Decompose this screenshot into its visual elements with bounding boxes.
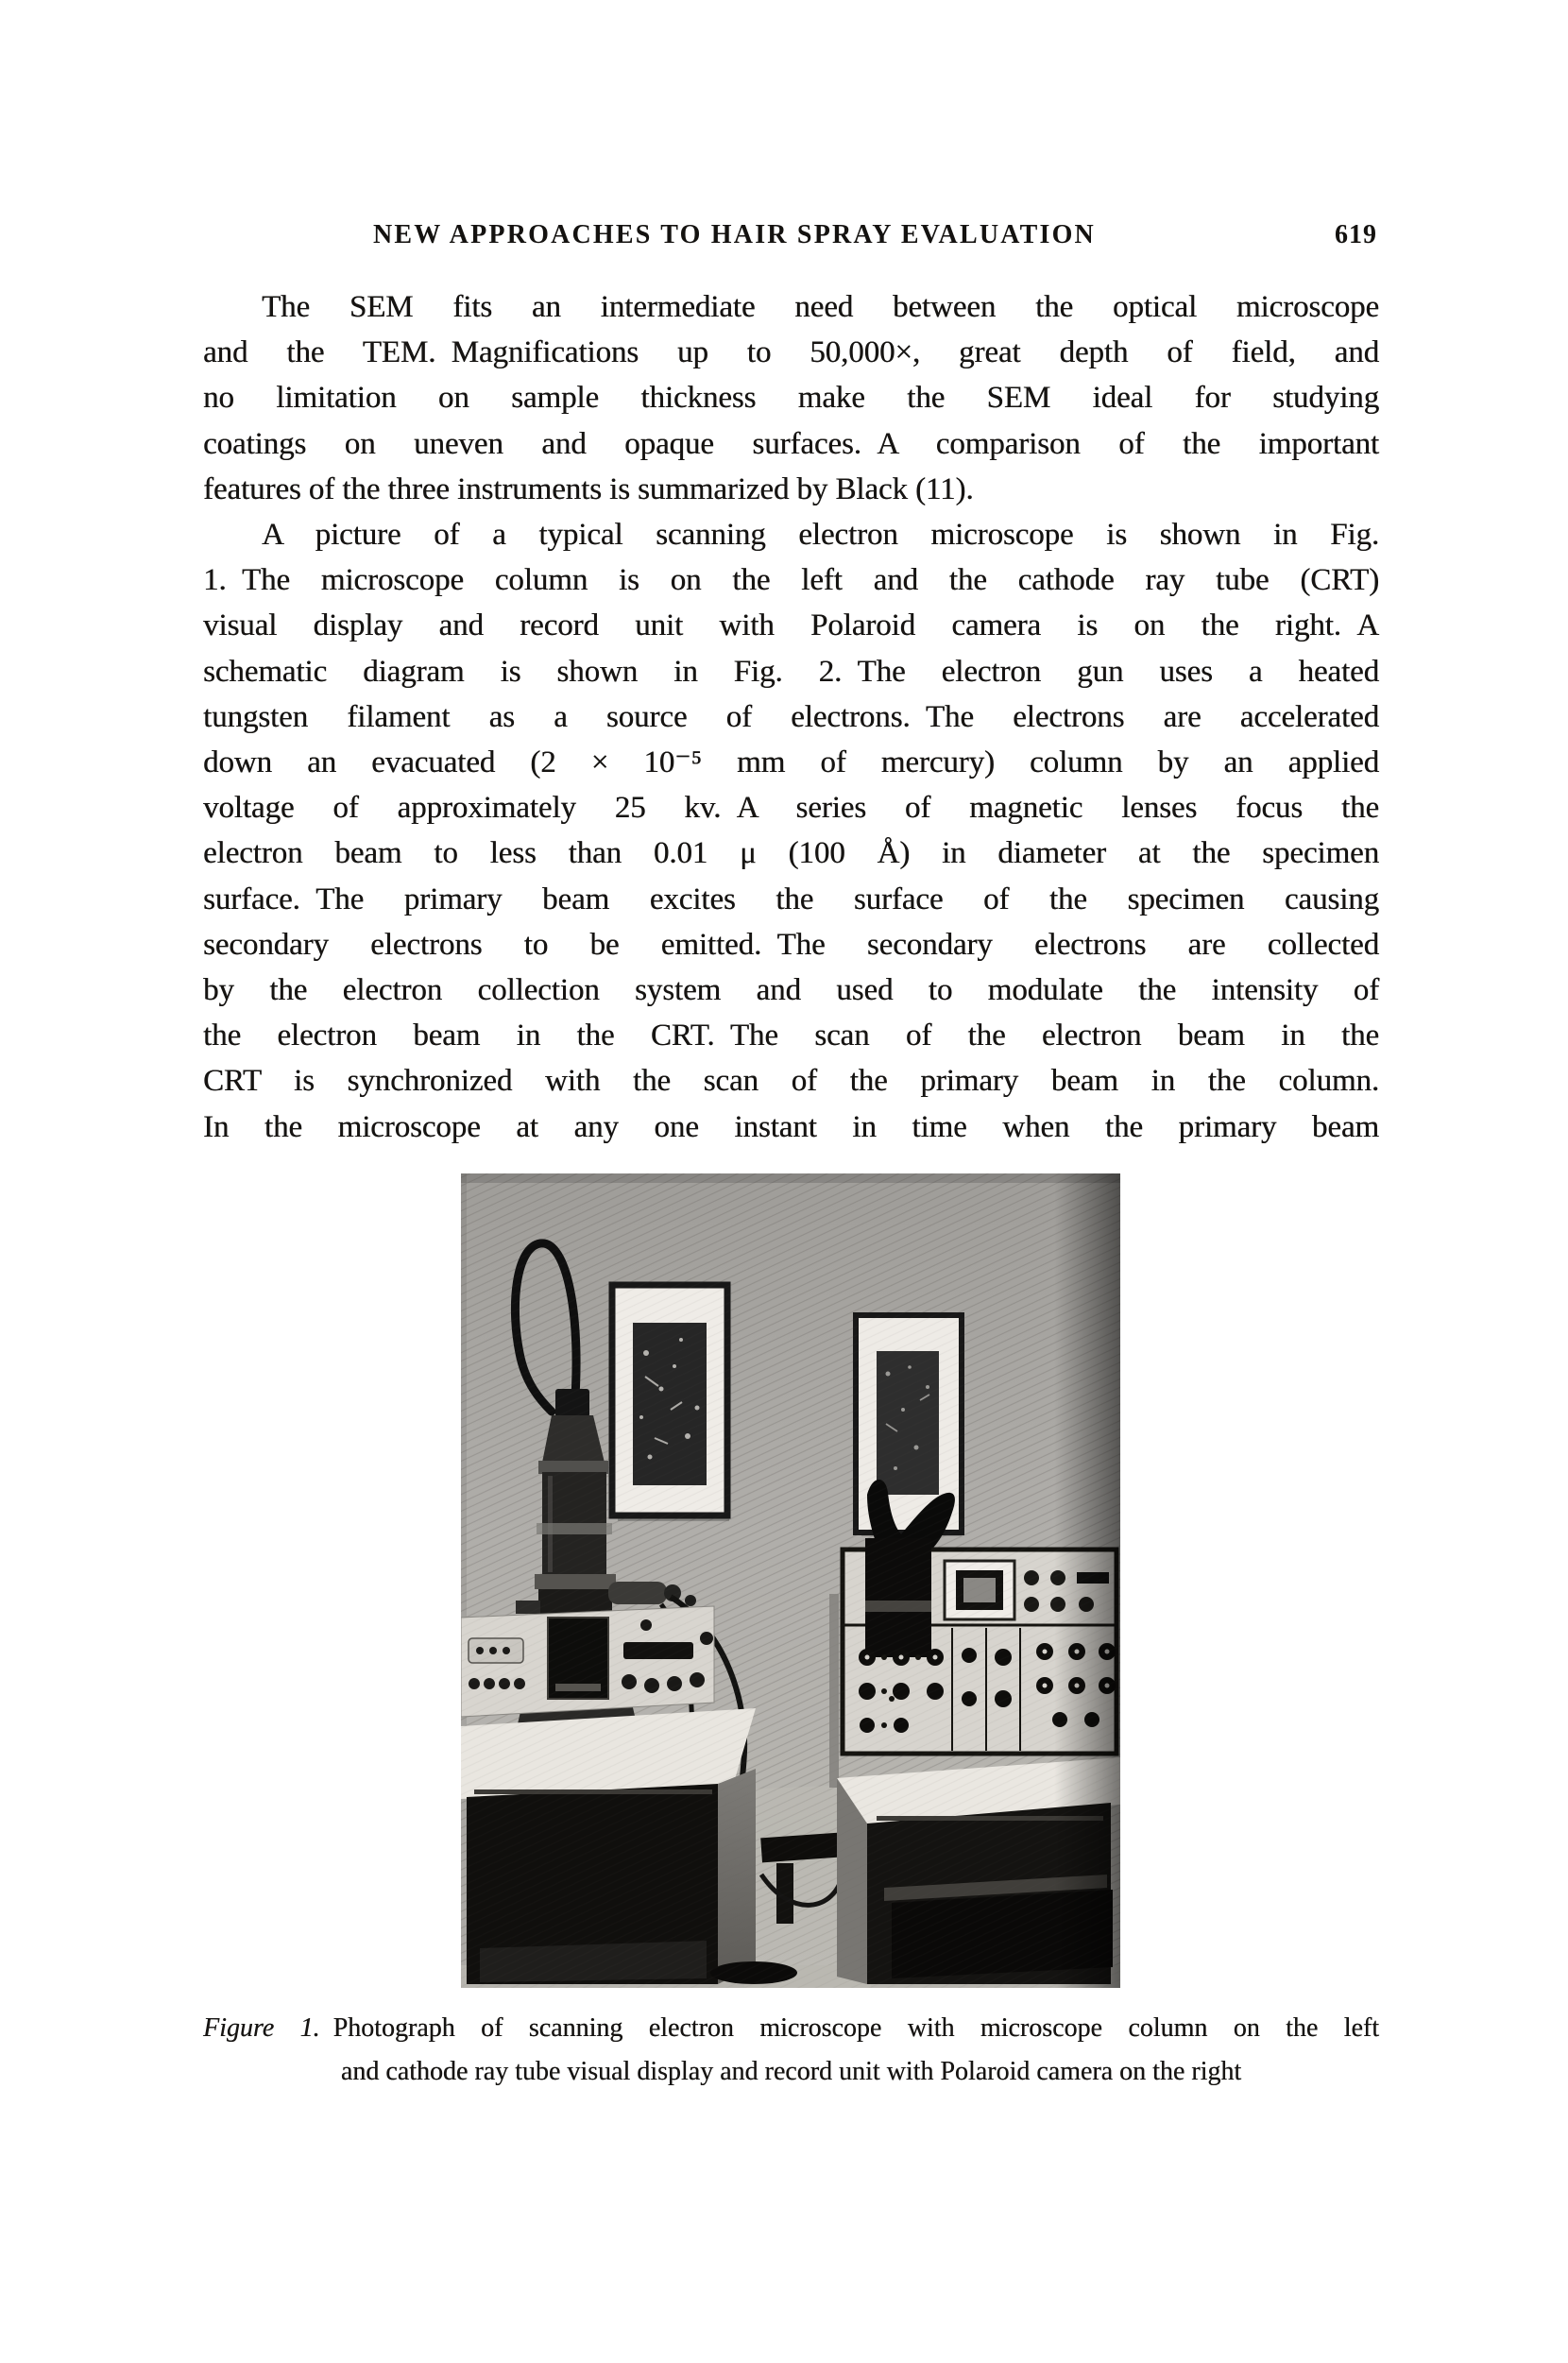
text-line: no limitation on sample thickness make the SEM ideal for studying — [203, 381, 1379, 416]
text-line: coatings on uneven and opaque surfaces. A comparison of the important — [203, 426, 1379, 461]
page-number: 619 — [1335, 220, 1377, 249]
text-line: visual display and record unit with Polaroid camera is on the right. A — [203, 608, 1379, 643]
body-text — [203, 284, 1379, 1150]
figure-caption-line1 — [203, 2007, 1379, 2050]
text-line: by the electron collection system and used to modulate the intensity of — [203, 973, 1379, 1008]
text-line: the electron beam in the CRT. The scan of the electron beam in the — [203, 1019, 1379, 1053]
figure-caption-line2: and cathode ray tube visual display and record unit with Polaroid camera on the right — [340, 2057, 1242, 2086]
photo-edge-shadow — [1054, 1173, 1120, 1988]
text-line: down an evacuated (2 × 10⁻⁵ mm of mercury) column by an applied — [203, 745, 1379, 780]
text-line: tungsten filament as a source of electrons. The electrons are accelerated — [203, 699, 1379, 734]
text-line: electron beam to less than 0.01 μ (100 Å) in diameter at the specimen — [203, 836, 1379, 871]
figure-label: Figure 1. — [203, 2013, 320, 2043]
running-head — [203, 220, 1379, 254]
text-line: The SEM fits an intermediate need between the optical microscope — [262, 290, 1379, 324]
text-line: secondary electrons to be emitted. The secondary electrons are collected — [203, 927, 1379, 962]
figure-caption — [203, 2007, 1379, 2094]
text-line: CRT is synchronized with the scan of the primary beam in the column. — [203, 1064, 1379, 1099]
text-line: 1. The microscope column is on the left and the cathode ray tube (CRT) — [203, 563, 1379, 598]
text-line: and the TEM. Magnifications up to 50,000×, great depth of field, and — [203, 335, 1379, 370]
text-line: In the microscope at any one instant in time when the primary beam — [203, 1109, 1379, 1144]
figure-caption-text: Photograph of scanning electron microscope with microscope column on the left — [319, 2013, 1379, 2043]
text-line: features of the three instruments is summarized by Black (11). — [203, 471, 974, 506]
photo-grain — [461, 1173, 1120, 1988]
text-line: A picture of a typical scanning electron microscope is shown in Fig. — [262, 518, 1379, 553]
sem-lab-photograph — [461, 1173, 1120, 1988]
running-head-title: NEW APPROACHES TO HAIR SPRAY EVALUATION — [373, 220, 1096, 249]
text-line: schematic diagram is shown in Fig. 2. The electron gun uses a heated — [203, 654, 1379, 689]
text-line: surface. The primary beam excites the surface of the specimen causing — [203, 882, 1379, 916]
text-line: voltage of approximately 25 kv. A series of magnetic lenses focus the — [203, 791, 1379, 826]
figure-1-photo — [461, 1173, 1120, 1988]
